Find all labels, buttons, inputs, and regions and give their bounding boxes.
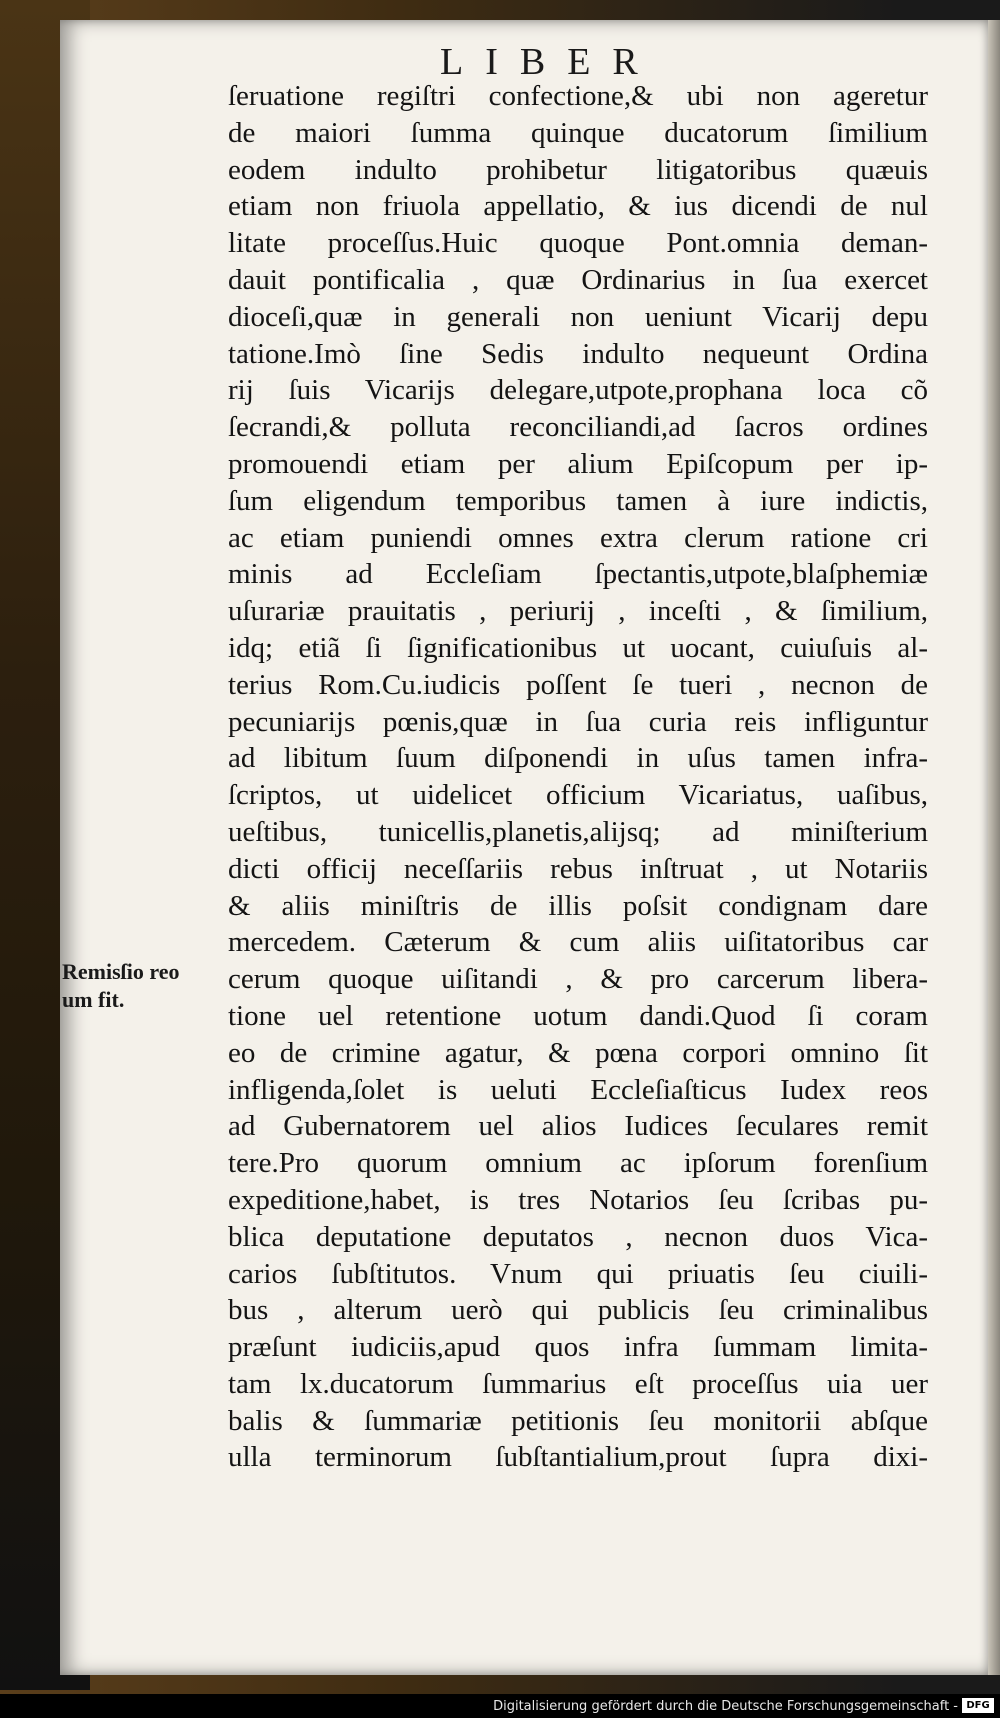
body-text-line: ueſtibus, tunicellis,planetis,alijsq; ad miniſterium bbox=[228, 815, 928, 848]
margin-note-line: Remisſio reo bbox=[62, 959, 180, 984]
digitization-footer bbox=[0, 1694, 1000, 1718]
body-text-line: tere.Pro quorum omnium ac ipſorum forenſium bbox=[228, 1147, 928, 1180]
body-text-line: præſunt iudiciis,apud quos infra ſummam limita- bbox=[228, 1331, 928, 1364]
body-text-line: ulla terminorum ſubſtantialium,prout ſupra dixi- bbox=[228, 1441, 928, 1474]
body-text-line: etiam non friuola appellatio, & ius dicendi de nul bbox=[228, 190, 928, 223]
body-text-line: ſeruatione regiſtri confectione,& ubi non ageretur bbox=[228, 80, 928, 112]
body-text-line: ad Gubernatorem uel alios Iudices ſeculares remit bbox=[228, 1110, 928, 1143]
body-text-line: mercedem. Cæterum & cum aliis uiſitatoribus car bbox=[228, 926, 928, 959]
body-text-line: pecuniarijs pœnis,quæ in ſua curia reis infliguntur bbox=[228, 705, 928, 738]
body-text-line: dicti officij neceſſariis rebus inſtruat , ut Notariis bbox=[228, 852, 928, 885]
body-text-line: tione uel retentione uotum dandi.Quod ſi coram bbox=[228, 999, 928, 1032]
body-text-line: rij ſuis Vicarijs delegare,utpote,prophana loca cõ bbox=[228, 374, 928, 407]
body-text-line: ſum eligendum temporibus tamen à iure indictis, bbox=[228, 484, 928, 517]
body-text-line: dauit pontificalia , quæ Ordinarius in ſua exercet bbox=[228, 263, 928, 296]
dfg-logo: DFG bbox=[962, 1698, 994, 1713]
body-text-line: balis & ſummariæ petitionis ſeu monitorii abſque bbox=[228, 1404, 928, 1437]
body-text-line: carios ſubſtitutos. Vnum qui priuatis ſeu ciuili- bbox=[228, 1257, 928, 1290]
footer-credit-text: Digitalisierung gefördert durch die Deutsche Forschungsgemeinschaft - bbox=[493, 1699, 958, 1714]
body-text-line: infligenda,ſolet is ueluti Eccleſiaſticus Iudex reos bbox=[228, 1073, 928, 1106]
body-text-line: promouendi etiam per alium Epiſcopum per ip- bbox=[228, 447, 928, 480]
body-text-line: bus , alterum uerò qui publicis ſeu criminalibus bbox=[228, 1294, 928, 1327]
body-text-line: tatione.Imò ſine Sedis indulto nequeunt Ordina bbox=[228, 337, 928, 370]
body-text-line: cerum quoque uiſitandi , & pro carcerum libera- bbox=[228, 963, 928, 996]
body-text-line: de maiori ſumma quinque ducatorum ſimilium bbox=[228, 116, 928, 149]
body-text-line: ac etiam puniendi omnes extra clerum ratione cri bbox=[228, 521, 928, 554]
body-text-line: litate proceſſus.Huic quoque Pont.omnia deman- bbox=[228, 227, 928, 260]
body-text-line: eo de crimine agatur, & pœna corpori omnino ſit bbox=[228, 1036, 928, 1069]
body-text-line: uſurariæ prauitatis , periurij , inceſti , & ſimilium, bbox=[228, 595, 928, 628]
body-text-line: ſcriptos, ut uidelicet officium Vicariatus, uaſibus, bbox=[228, 779, 928, 812]
body-text-line: & aliis miniſtris de illis poſsit condignam dare bbox=[228, 889, 928, 922]
body-text-line: blica deputatione deputatos , necnon duos Vica- bbox=[228, 1220, 928, 1253]
body-text-line: minis ad Eccleſiam ſpectantis,utpote,blaſphemiæ bbox=[228, 558, 928, 591]
body-text-line: idq; etiã ſi ſignificationibus ut uocant, cuiuſuis al- bbox=[228, 631, 928, 664]
body-text-line: expeditione,habet, is tres Notarios ſeu ſcribas pu- bbox=[228, 1183, 928, 1216]
page-edge bbox=[988, 20, 1000, 1675]
body-text-line: eodem indulto prohibetur litigatoribus quæuis bbox=[228, 153, 928, 186]
body-text-line: ad libitum ſuum diſponendi in uſus tamen infra- bbox=[228, 742, 928, 775]
body-text-line: terius Rom.Cu.iudicis poſſent ſe tueri , necnon de bbox=[228, 668, 928, 701]
body-text-line: ſecrandi,& polluta reconciliandi,ad ſacros ordines bbox=[228, 411, 928, 444]
body-text bbox=[228, 78, 928, 1476]
margin-note bbox=[62, 958, 212, 1014]
body-text-line: dioceſi,quæ in generali non ueniunt Vicarij depu bbox=[228, 300, 928, 333]
body-text-line: tam lx.ducatorum ſummarius eſt proceſſus uia uer bbox=[228, 1367, 928, 1400]
margin-note-line: um fit. bbox=[62, 987, 125, 1012]
running-head: LIBER bbox=[440, 41, 660, 83]
